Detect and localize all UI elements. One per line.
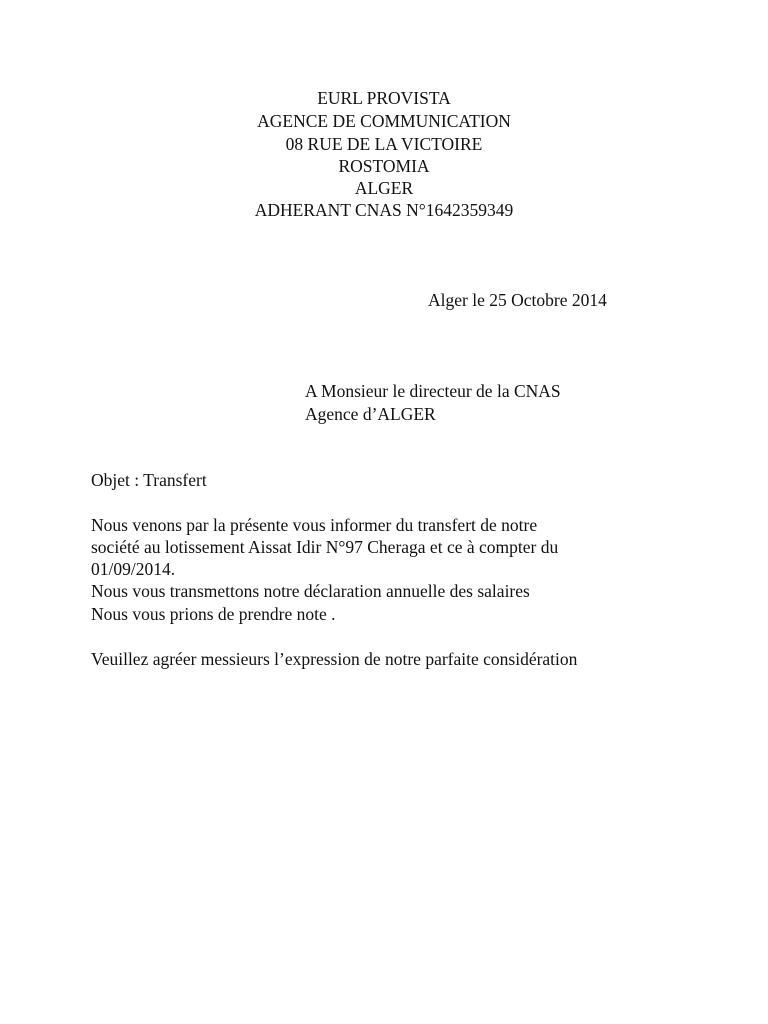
body-paragraph-1-line-1: Nous venons par la présente vous informer du transfert de notre [91, 515, 538, 535]
sender-district: ROSTOMIA [338, 156, 430, 176]
recipient-line-2: Agence d’ALGER [305, 404, 436, 424]
body-paragraph-2: Nous vous transmettons notre déclaration annuelle des salaires [91, 581, 530, 601]
body-paragraph-1-line-2: société au lotissement Aissat Idir N°97 Cheraga et ce à compter du [91, 537, 559, 557]
sender-street: 08 RUE DE LA VICTOIRE [285, 134, 483, 154]
sender-company: EURL PROVISTA [317, 88, 451, 108]
recipient-line-1: A Monsieur le directeur de la CNAS [305, 381, 561, 401]
sender-cnas-number: ADHERANT CNAS N°1642359349 [254, 200, 514, 220]
sender-city: ALGER [354, 178, 414, 198]
body-paragraph-3: Nous vous prions de prendre note . [91, 604, 336, 624]
sender-activity: AGENCE DE COMMUNICATION [257, 111, 511, 131]
date-line: Alger le 25 Octobre 2014 [428, 290, 607, 310]
subject-line: Objet : Transfert [91, 470, 207, 490]
body-paragraph-1-line-3: 01/09/2014. [91, 559, 176, 579]
closing-line: Veuillez agréer messieurs l’expression de notre parfaite considération [91, 649, 578, 669]
